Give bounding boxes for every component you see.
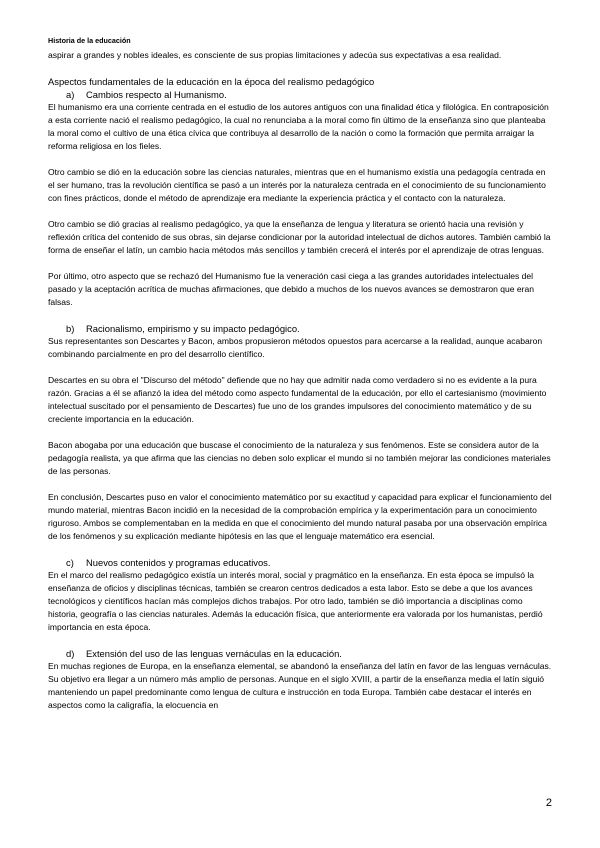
- spacer: [48, 634, 554, 647]
- page-number: 2: [545, 797, 552, 809]
- spacer: [48, 426, 554, 439]
- paragraph: En conclusión, Descartes puso en valor el conocimiento matemático por su exactitud y capacidad para explicar el funcionamiento del mundo material, mientras Bacon incidió en la necesidad de la comprobación empírica y la experimentación para un conocimiento riguroso. Ambos se complementaban en la medida en que el conocimiento del mundo natural pasaba por una observación empírica de los fenómenos y su explicación mediante hipótesis en las que el lenguaje matemático era esencial.: [48, 492, 552, 541]
- paragraph: Descartes en su obra el "Discurso del método" defiende que no hay que admitir nada como verdadero si no es evidente a la pura razón. Gracias a él se afianzó la idea del método como aspecto fundamental de la educación, por ello el cartesianismo (movimiento intelectual suscitado por el pensamiento de Descartes) fue uno de los grandes impulsores del conocimiento matemático y de su creciente importancia en la educación.: [48, 375, 547, 424]
- paragraph: Otro cambio se dió en la educación sobre las ciencias naturales, mientras que en el humanismo existía una pedagogía centrada en el ser humano, tras la revolución científica se pasó a un interés por la naturaleza centrada en el conocimiento de su funcionamiento con fines prácticos, donde el método de aprendizaje era mediante la experiencia práctica y el contacto con la naturaleza.: [48, 167, 546, 203]
- spacer: [48, 205, 554, 218]
- subsection-title: Racionalismo, empirismo y su impacto pedagógico.: [86, 323, 300, 334]
- paragraph: Sus representantes son Descartes y Bacon, ambos propusieron métodos opuestos para acercarse a la realidad, aunque acabaron combinando parcialmente en pro del desarrollo científico.: [48, 336, 543, 359]
- paragraph: En el marco del realismo pedagógico existía un interés moral, social y pragmático en la enseñanza. En esta época se impulsó la enseñanza de oficios y disciplinas técnicas, también se crearon centros dedicados a esta labor. Esto se debe a que los avances tecnológicos y científicos hacían más complejos dichos trabajos. Por otro lado, también se dió importancia a disciplinas como historia, geografía o las ciencias naturales. Además la educación física, que anteriormente era valorada por los humanistas, perdió importancia en esta época.: [48, 570, 543, 632]
- subsection-title: Nuevos contenidos y programas educativos.: [86, 557, 271, 568]
- paragraph: Bacon abogaba por una educación que buscase el conocimiento de la naturaleza y sus fenómenos. Este se considera autor de la pedagogía realista, ya que afirma que las ciencias no deben solo explicar el mundo si no también mejorar las condiciones materiales de las personas.: [48, 440, 551, 476]
- spacer: [48, 257, 554, 270]
- subsection-title: Extensión del uso de las lenguas vernáculas en la educación.: [86, 648, 342, 659]
- subsection-heading: [66, 556, 554, 569]
- paragraph: Otro cambio se dió gracias al realismo pedagógico, ya que la enseñanza de lengua y literatura se orientó hacia una revisión y reflexión crítica del contenido de sus obras, sin dejarse condicionar por la autoridad intelectual de dichos autores. También cambió la forma de enseñar el latín, un cambio hacia métodos más sencillos y también crecerá el interés por el aprendizaje de otras lenguas.: [48, 219, 551, 255]
- list-marker: d): [66, 648, 75, 659]
- spacer: [48, 361, 554, 374]
- list-marker: c): [66, 557, 74, 568]
- subsection-heading: [66, 647, 554, 660]
- spacer: [48, 153, 554, 166]
- intro-continuation-paragraph: aspirar a grandes y nobles ideales, es consciente de sus propias limitaciones y adecúa sus expectativas a esa realidad.: [48, 50, 502, 60]
- paragraph: El humanismo era una corriente centrada en el estudio de los autores antiguos con una finalidad ética y filológica. En contraposición a esta corriente nació el realismo pedagógico, la cual no renunciaba a la moral como fin último de la enseñanza sino que planteaba la moral como el cultivo de una ética cívica que contribuya al desarrollo de la nación o como la formación que permita arraigar la reforma religiosa en los fieles.: [48, 102, 549, 151]
- running-header: Historia de la educación: [48, 36, 131, 45]
- subsection-heading: [66, 322, 554, 335]
- subsection-title: Cambios respecto al Humanismo.: [86, 89, 227, 100]
- spacer: [48, 478, 554, 491]
- section-title: Aspectos fundamentales de la educación en la época del realismo pedagógico: [48, 76, 375, 87]
- list-marker: a): [66, 89, 75, 100]
- list-marker: b): [66, 323, 75, 334]
- spacer: [48, 543, 554, 556]
- subsection-d: [48, 647, 554, 712]
- subsection-b: [48, 322, 554, 556]
- subsection-heading: [66, 88, 554, 101]
- paragraph: Por último, otro aspecto que se rechazó del Humanismo fue la veneración casi ciega a las grandes autoridades intelectuales del pasado y la aceptación acrítica de muchas afirmaciones, que debido a muchos de los nuevos avances se demostraron que eran falsas.: [48, 271, 535, 307]
- spacer: [48, 62, 554, 75]
- spacer: [48, 309, 554, 322]
- paragraph: En muchas regiones de Europa, en la enseñanza elemental, se abandonó la enseñanza del latín en favor de las lenguas vernáculas. Su objetivo era llegar a un número más amplio de personas. Aunque en el siglo XVIII, a partir de la enseñanza media el latín siguió manteniendo un papel predominante como lengua de cultura e instrucción en toda Europa. También cabe destacar el interés en aspectos como la caligrafía, la elocuencia en: [48, 661, 552, 710]
- document-page: [48, 36, 554, 712]
- subsection-a: [48, 88, 554, 322]
- subsection-c: [48, 556, 554, 647]
